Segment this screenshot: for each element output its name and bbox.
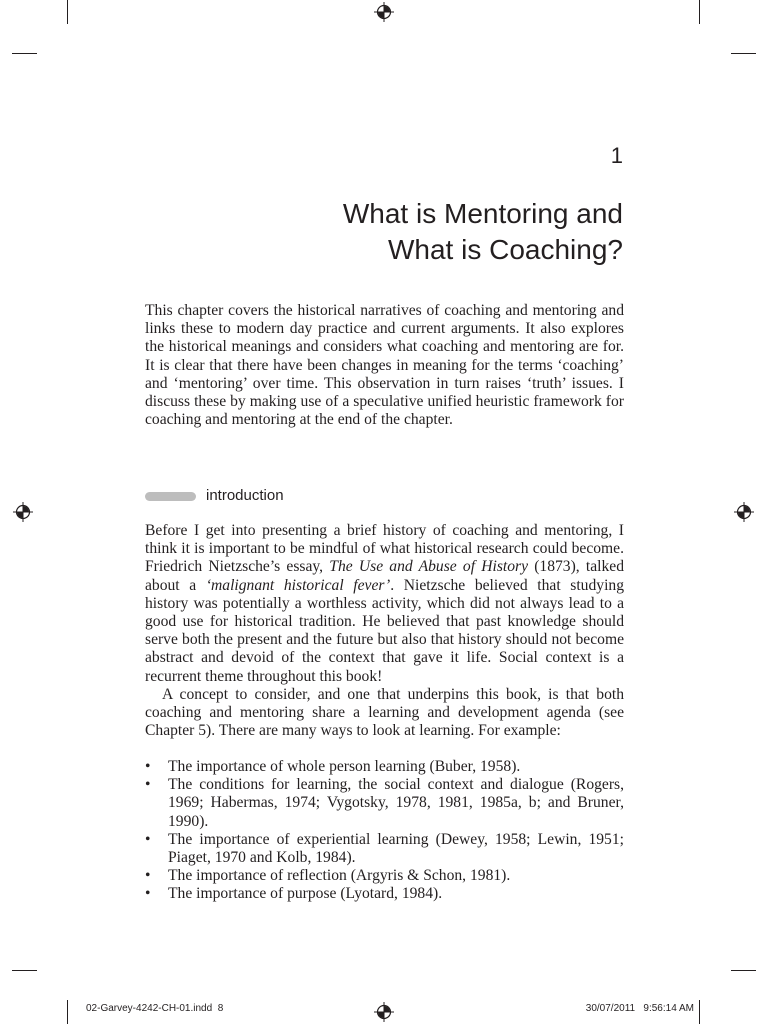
list-item: • The conditions for learning, the social context and dialogue (Rogers, 1969; Habermas, 1974; Vygotsky, 1978, 1981, 1985a, b; and Bruner, 1990). [145, 776, 624, 831]
section-heading [145, 485, 284, 507]
slug-page: 8 [217, 1003, 224, 1014]
text-run: Before I get into presenting a brief history of coaching and mentoring, I think it is important to be mindful of what historical research could become. Friedrich Nietzsche’s essay, [145, 522, 624, 576]
crop-mark [699, 1000, 700, 1024]
chapter-number: 1 [610, 143, 623, 168]
crop-mark [67, 0, 68, 24]
crop-mark [731, 53, 756, 54]
registration-mark-icon [13, 502, 33, 522]
crop-mark [67, 1000, 68, 1024]
list-item: • The importance of reflection (Argyris & Schon, 1981). [145, 867, 624, 885]
crop-mark [699, 0, 700, 24]
chapter-title-line: What is Coaching? [387, 234, 623, 265]
paragraph [145, 522, 624, 686]
crop-mark [731, 970, 756, 971]
chapter-title [223, 196, 623, 268]
section-bar [145, 492, 196, 501]
registration-mark-icon [374, 2, 394, 22]
text-run: . Nietzsche believed that studying history was potentially a worthless activity, which did not always lead to a good use for historical tradition. He believed that past knowledge should serve both the present and the future but also that history should not become abstract and devoid of the context that gave it life. Social context is a recurrent theme throughout this book! [145, 576, 624, 685]
text-run: (1873), talked about a [145, 558, 624, 594]
chapter-abstract: This chapter covers the historical narratives of coaching and mentoring and links these to modern day practice and current arguments. It also explores the historical meanings and considers what coaching and mentoring are for. It is clear that there have been changes in meaning for the terms ‘coaching’ and ‘mentoring’ over time. This observation in turn raises ‘truth’ issues. I discuss these by making use of a speculative unified heuristic framework for coaching and mentoring at the end of the chapter. [145, 302, 624, 429]
section-heading-label: introduction [206, 487, 284, 504]
paragraph: A concept to consider, and one that underpins this book, is that both coaching and mentoring share a learning and development agenda (see Chapter 5). There are many ways to look at learning. For example: [145, 685, 624, 740]
slug-datetime: 30/07/2011 9:56:14 AM [585, 1003, 694, 1014]
essay-title: The Use and Abuse of History [329, 558, 529, 576]
quote: ‘malignant historical fever’ [205, 576, 391, 594]
bullet-list [145, 758, 624, 904]
body-text [145, 522, 624, 740]
chapter-title-line: What is Mentoring and [342, 198, 623, 229]
crop-mark [12, 970, 37, 971]
list-item: • The importance of whole person learning (Buber, 1958). [145, 758, 624, 776]
registration-mark-icon [734, 502, 754, 522]
slug-filename: 02-Garvey-4242-CH-01.indd [86, 1003, 213, 1014]
list-item: • The importance of purpose (Lyotard, 1984). [145, 885, 624, 903]
list-item: • The importance of experiential learning (Dewey, 1958; Lewin, 1951; Piaget, 1970 and Kolb, 1984). [145, 831, 624, 867]
slug-file [86, 1002, 223, 1016]
crop-mark [12, 53, 37, 54]
registration-mark-icon [374, 1002, 394, 1022]
